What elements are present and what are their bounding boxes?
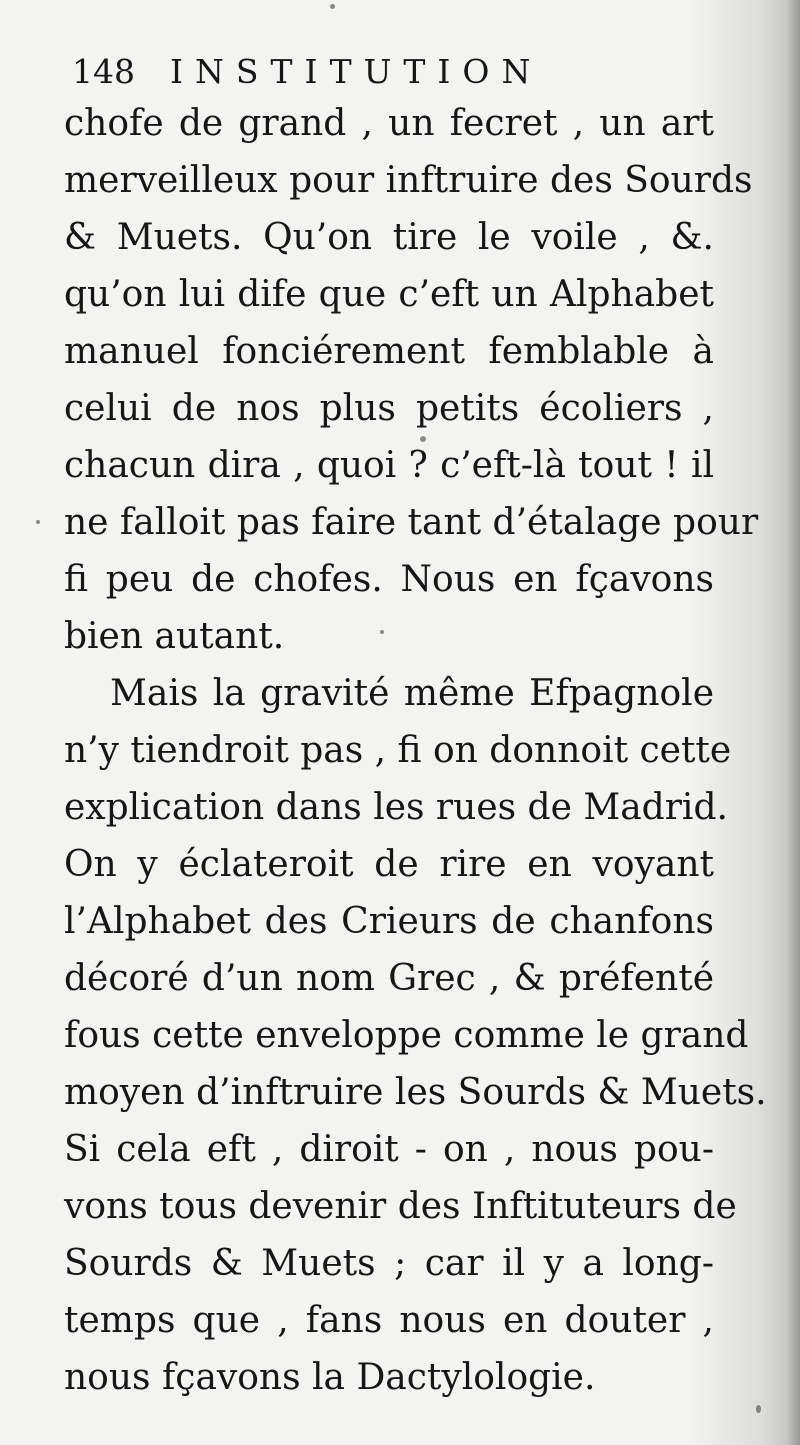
text-line: fous cette enveloppe comme le grand bbox=[64, 1015, 749, 1056]
text-line: On y éclateroit de rire en voyant bbox=[64, 844, 714, 885]
page-number: 148 bbox=[72, 52, 135, 91]
page-header bbox=[72, 48, 712, 96]
text-line: l’Alphabet des Crieurs de chanfons bbox=[64, 901, 714, 942]
text-line: Sourds & Muets ; car il y a long- bbox=[64, 1243, 714, 1284]
text-line: fi peu de chofes. Nous en fçavons bbox=[64, 559, 714, 600]
text-line: bien autant. bbox=[64, 616, 285, 657]
text-line: celui de nos plus petits écoliers , bbox=[64, 388, 714, 429]
text-line: nous fçavons la Dactylologie. bbox=[64, 1357, 596, 1398]
text-line: manuel fonciérement femblable à bbox=[64, 331, 714, 372]
text-line: chacun dira , quoi ? c’eft-là tout ! il bbox=[64, 445, 714, 486]
ink-speck bbox=[36, 520, 40, 524]
text-line: merveilleux pour inftruire des Sourds bbox=[64, 160, 753, 201]
text-line: explication dans les rues de Madrid. bbox=[64, 787, 728, 828]
text-line: décoré d’un nom Grec , & préfenté bbox=[64, 958, 714, 999]
text-line: ne falloit pas faire tant d’étalage pour bbox=[64, 502, 759, 543]
text-line: & Muets. Qu’on tire le voile , &. bbox=[64, 217, 714, 258]
text-line: Mais la gravité même Efpagnole bbox=[110, 673, 714, 714]
text-line: temps que , fans nous en douter , bbox=[64, 1300, 714, 1341]
text-line: n’y tiendroit pas , fi on donnoit cette bbox=[64, 730, 732, 771]
running-head: INSTITUTION bbox=[170, 52, 543, 91]
ink-speck bbox=[756, 1405, 761, 1413]
ink-speck bbox=[380, 630, 384, 634]
text-line: vons tous devenir des Inftituteurs de bbox=[64, 1186, 737, 1227]
text-line: Si cela eft , diroit - on , nous pou- bbox=[64, 1129, 714, 1170]
text-line: qu’on lui dife que c’eft un Alphabet bbox=[64, 274, 714, 315]
text-line: moyen d’inftruire les Sourds & Muets. bbox=[64, 1072, 767, 1113]
page-edge-shadow bbox=[786, 0, 800, 1445]
ink-speck bbox=[420, 436, 426, 442]
text-line: chofe de grand , un fecret , un art bbox=[64, 103, 714, 144]
ink-speck bbox=[330, 4, 335, 9]
